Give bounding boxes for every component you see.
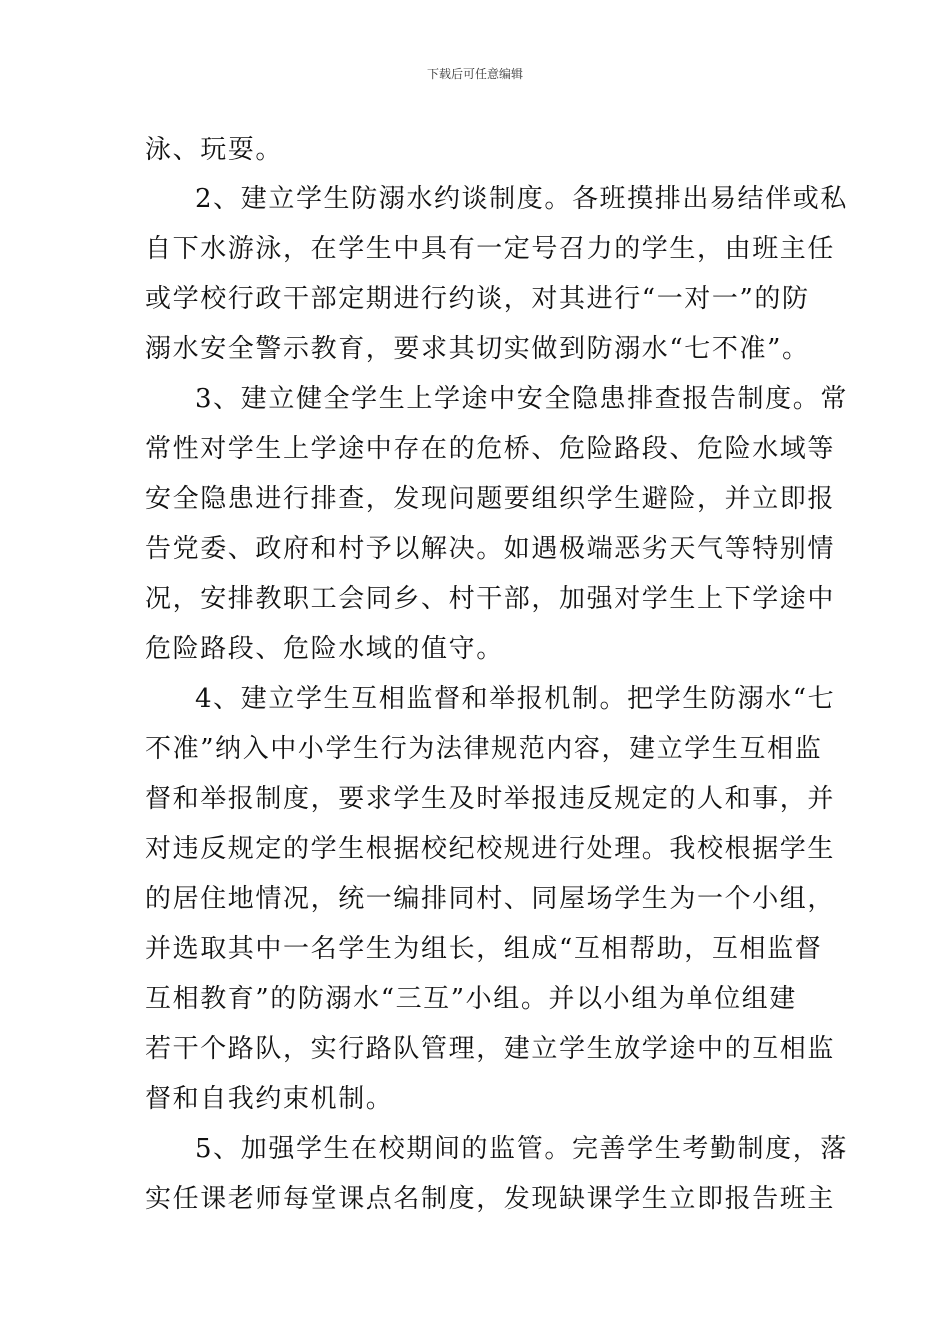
text-line: 安全隐患进行排查，发现问题要组织学生避险，并立即报 [145, 484, 836, 514]
paragraph-2-first-line: 2、建立学生防溺水约谈制度。各班摸排出易结伴或私 [195, 184, 848, 214]
paragraph-5-first-line: 5、加强学生在校期间的监管。完善学生考勤制度，落 [195, 1134, 848, 1164]
text-line: 告党委、政府和村予以解决。如遇极端恶劣天气等特别情 [145, 534, 836, 564]
text-line: 危险路段、危险水域的值守。 [145, 634, 504, 664]
paragraph-3-first-line: 3、建立健全学生上学途中安全隐患排查报告制度。常 [195, 384, 848, 414]
text-line: 的居住地情况，统一编排同村、同屋场学生为一个小组， [145, 884, 836, 914]
text-line: 自下水游泳，在学生中具有一定号召力的学生，由班主任 [145, 234, 836, 264]
text-line: 对违反规定的学生根据校纪校规进行处理。我校根据学生 [145, 834, 836, 864]
text-line: 或学校行政干部定期进行约谈，对其进行“一对一”的防 [145, 284, 810, 314]
text-line: 互相教育”的防溺水“三互”小组。并以小组为单位组建 [145, 984, 797, 1014]
text-line: 实任课老师每堂课点名制度，发现缺课学生立即报告班主 [145, 1184, 836, 1214]
page-header-note: 下载后可任意编辑 [426, 67, 523, 81]
paragraph-4-first-line: 4、建立学生互相监督和举报机制。把学生防溺水“七 [195, 684, 836, 714]
text-line: 若干个路队，实行路队管理，建立学生放学途中的互相监 [145, 1034, 836, 1064]
text-line: 溺水安全警示教育，要求其切实做到防溺水“七不准”。 [145, 334, 810, 364]
text-line: 督和举报制度，要求学生及时举报违反规定的人和事，并 [145, 784, 836, 814]
text-line: 不准”纳入中小学生行为法律规范内容，建立学生互相监 [145, 734, 823, 764]
text-line: 泳、玩耍。 [145, 135, 284, 165]
text-line: 常性对学生上学途中存在的危桥、危险路段、危险水域等 [145, 434, 836, 464]
text-line: 并选取其中一名学生为组长，组成“互相帮助，互相监督 [145, 934, 823, 964]
text-line: 督和自我约束机制。 [145, 1084, 394, 1114]
text-line: 况，安排教职工会同乡、村干部，加强对学生上下学途中 [145, 584, 836, 614]
